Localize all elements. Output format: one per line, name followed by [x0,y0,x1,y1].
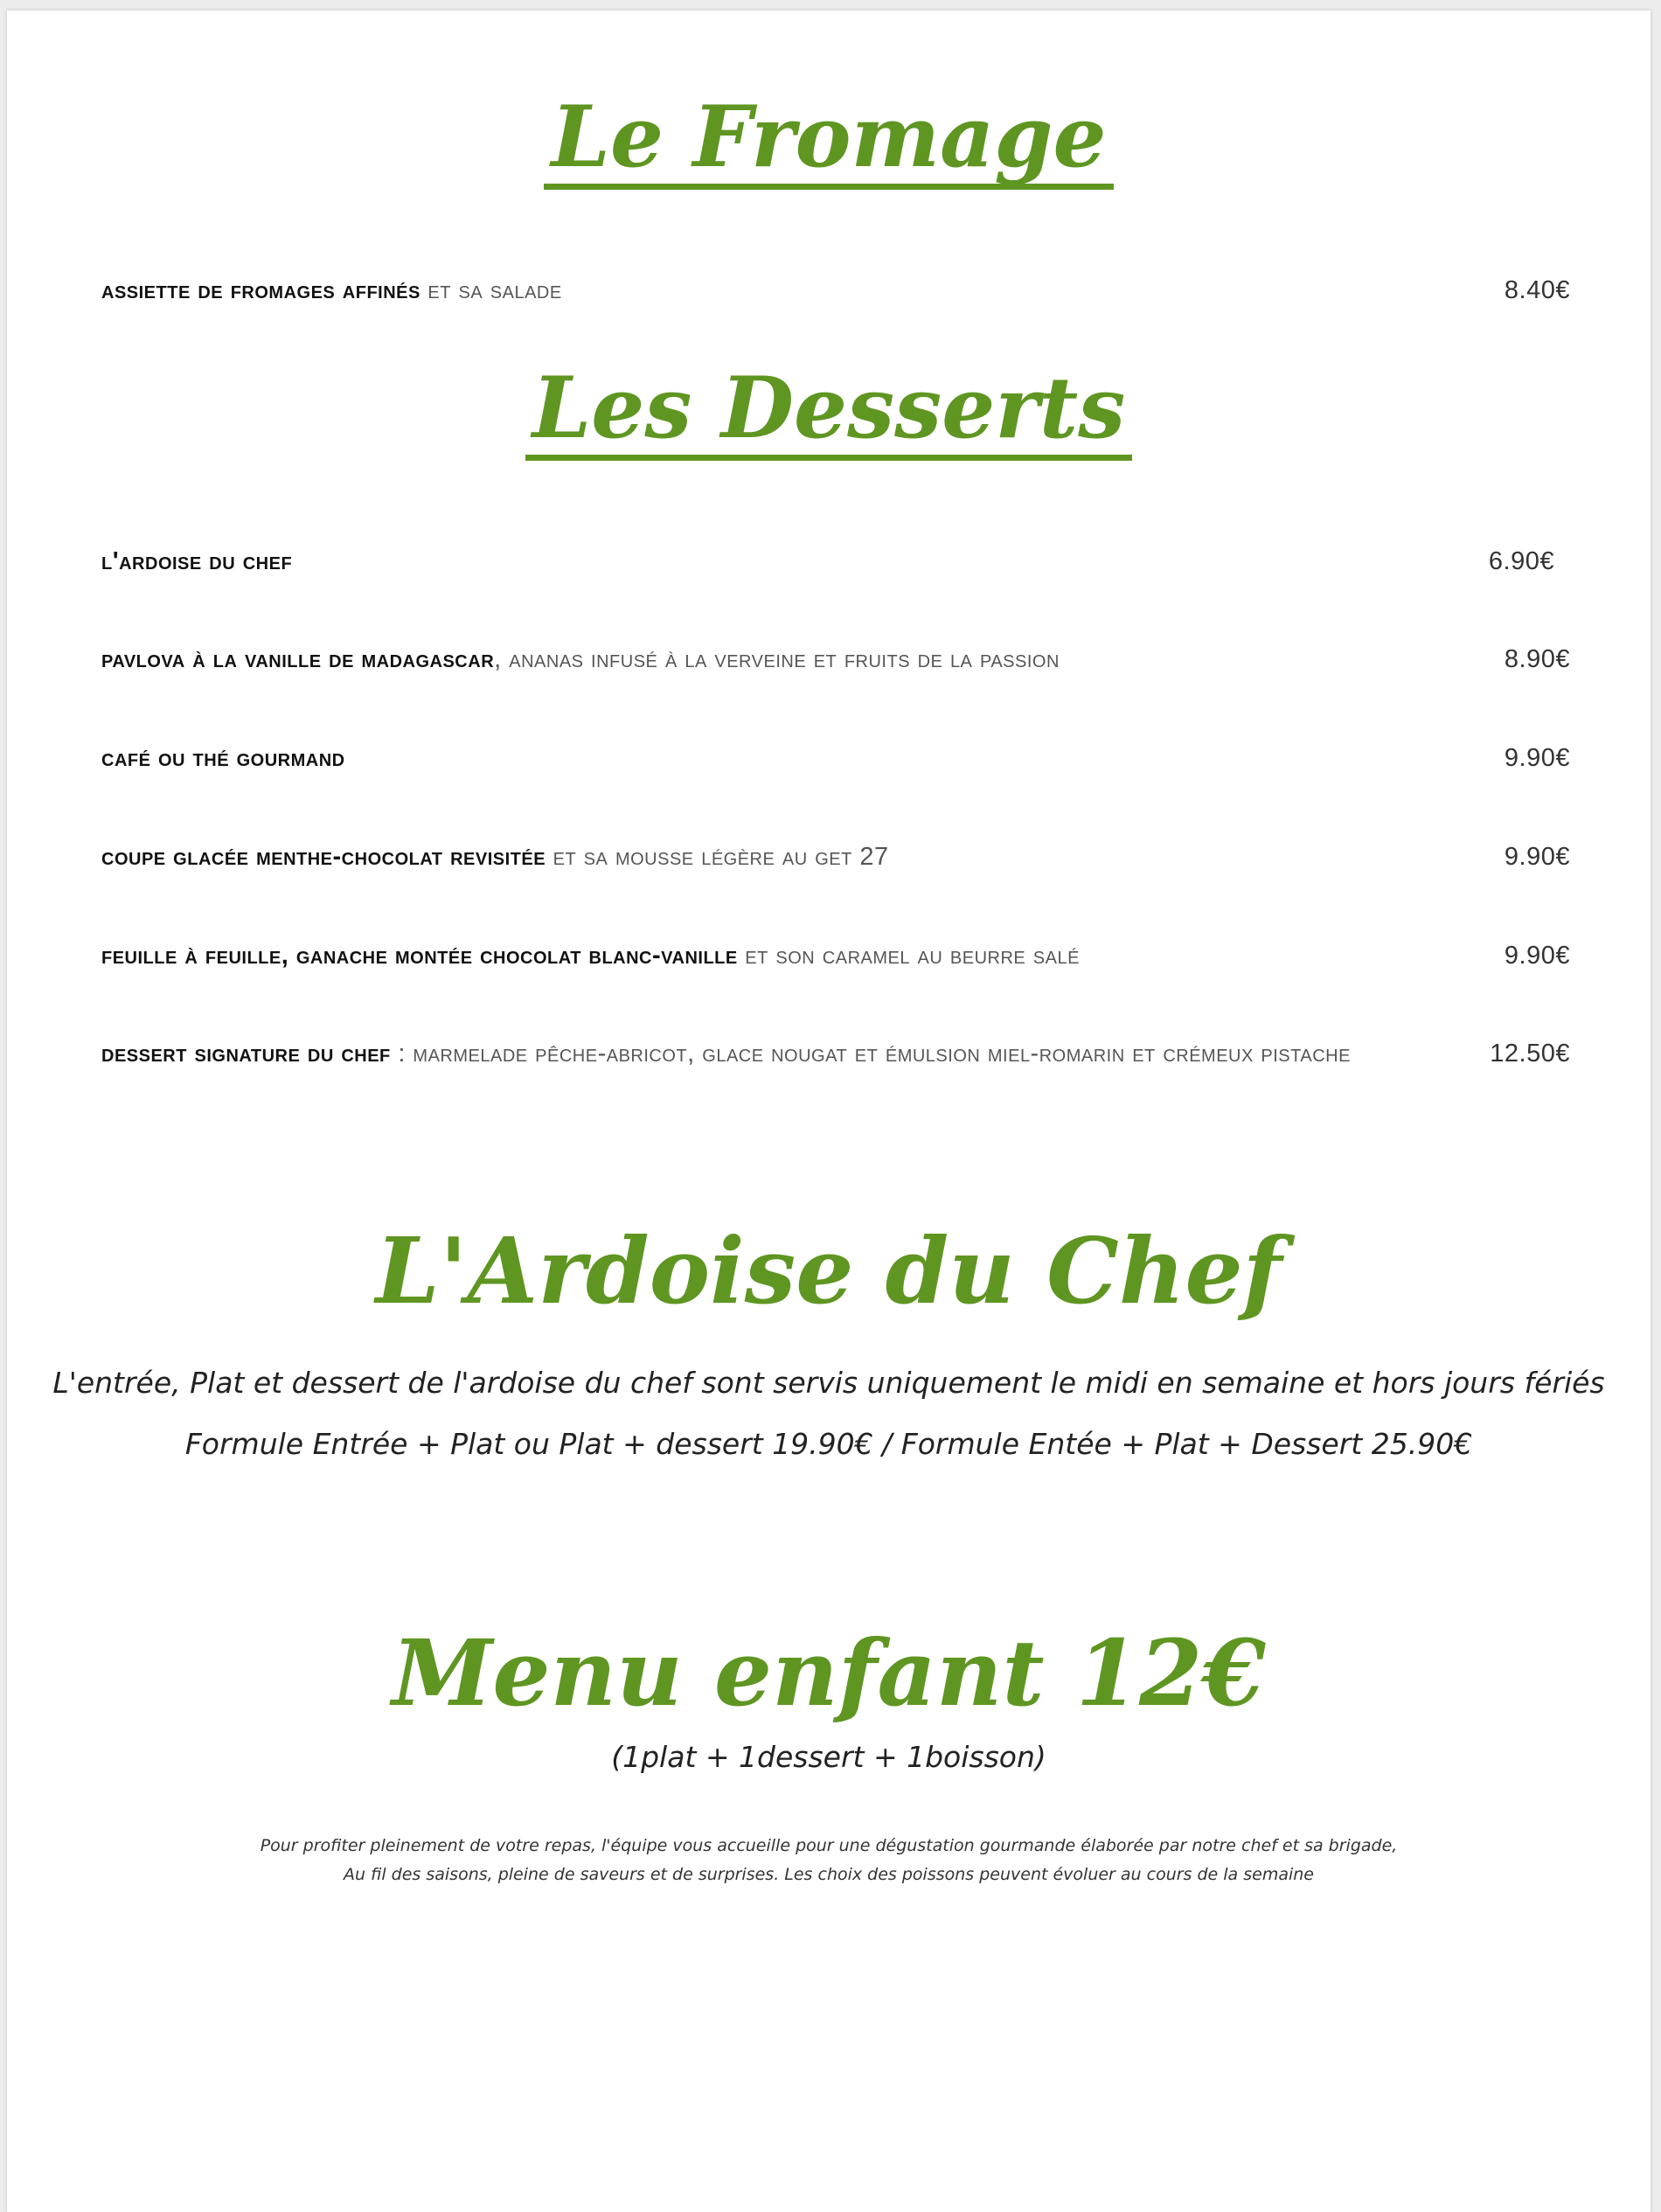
footer-note-line2: Au fil des saisons, pleine de saveurs et de surprises. Les choix des poissons peuvent évoluer au cours de la semaine [343,1865,1314,1884]
item-name: café ou thé gourmand [101,744,345,772]
item-price: 9.90€ [1504,744,1570,772]
menu-item-dessert [101,933,1570,978]
ardoise-formules: Formule Entrée + Plat ou Plat + dessert 19.90€ / Formule Entée + Plat + Dessert 25.90€ [184,1427,1473,1461]
item-price: 9.90€ [1504,942,1570,970]
menu-page [7,10,1651,2212]
menu-item-fromage [101,268,1570,313]
item-name: l'ardoise du chef [101,547,293,575]
item-price: 12.50€ [1490,1040,1570,1068]
footer-note-line1: Pour profiter pleinement de votre repas, l'équipe vous accueille pour une dégustation gourmande élaborée par notre chef et sa brigade, [260,1836,1398,1855]
item-price: 9.90€ [1504,843,1570,871]
menu-item-dessert [101,735,1570,781]
desserts-title: Les Desserts [7,358,1651,461]
item-description: et sa mousse légère au get 27 [546,843,889,871]
item-name: feuille à feuille, ganache montée chocolat blanc-vanille [101,942,738,970]
menu-item-dessert [101,1031,1570,1076]
item-name: coupe glacée menthe-chocolat revisitée [101,843,546,871]
item-description: et son caramel au beurre salé [737,942,1080,970]
fromage-title: Le Fromage [7,87,1651,190]
item-description: , ananas infusé à la verveine et fruits de la passion [494,645,1060,673]
ardoise-description: L'entrée, Plat et dessert de l'ardoise du chef sont servis uniquement le midi en semaine et hors jours fériés [52,1366,1605,1400]
item-name: dessert signature du chef [101,1040,391,1068]
item-name: assiette de fromages affinés [101,276,420,304]
item-price: 8.40€ [1504,276,1570,304]
menu-enfant-title: Menu enfant 12€ [392,1619,1266,1727]
item-name: pavlova à la vanille de madagascar [101,645,495,673]
item-price: 6.90€ [1488,547,1554,575]
ardoise-title: L'Ardoise du Chef [375,1217,1282,1325]
item-description: : marmelade pêche-abricot, glace nougat et émulsion miel-romarin et crémeux pistache [390,1040,1351,1068]
item-price: 8.90€ [1504,645,1570,673]
menu-item-dessert [101,834,1570,880]
menu-item-dessert [101,539,1570,584]
menu-item-dessert [101,636,1570,682]
item-description: et sa salade [420,276,562,304]
menu-enfant-subtitle: (1plat + 1dessert + 1boisson) [611,1740,1046,1774]
